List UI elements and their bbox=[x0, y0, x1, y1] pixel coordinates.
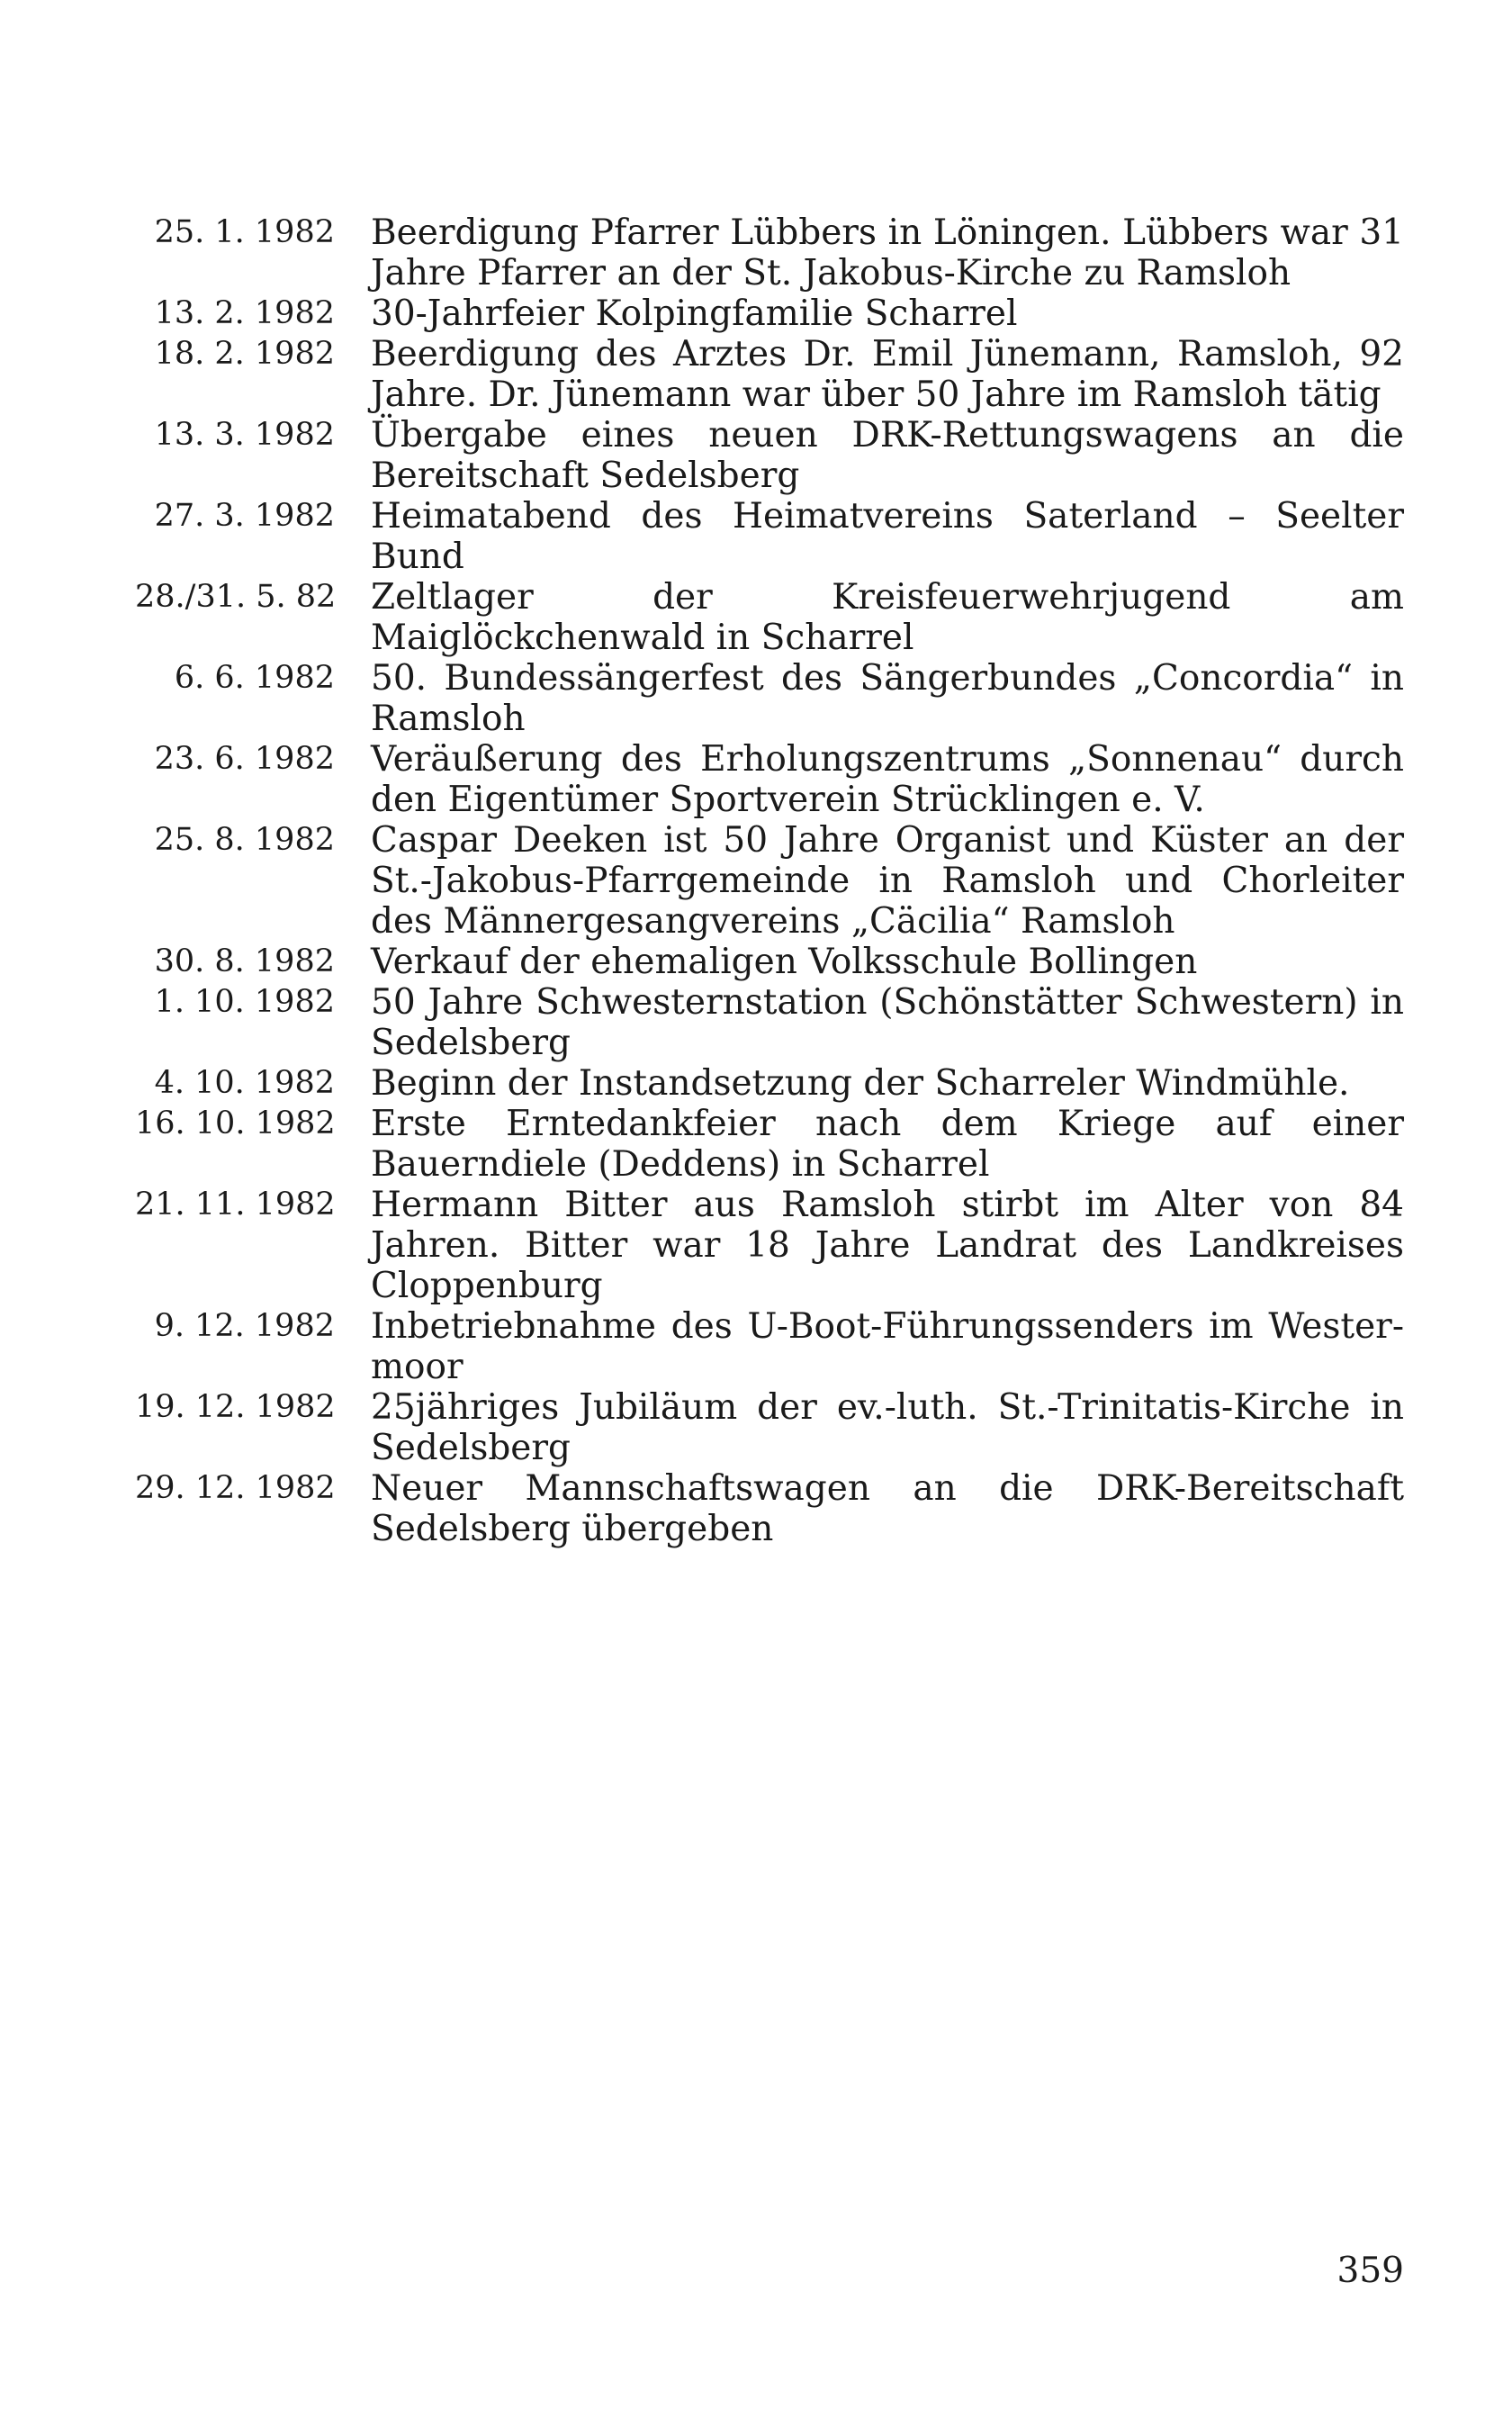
entry-text: Zeltlager der Kreisfeuerwehrjugend am Maiglöckchenwald in Scharrel bbox=[371, 577, 1404, 658]
entry-text: Inbetriebnahme des U-Boot-Führungssenders im Westermoor bbox=[371, 1306, 1404, 1387]
entry-text: Übergabe eines neuen DRK-Rettungswagens an die Bereitschaft Sedelsberg bbox=[371, 415, 1404, 496]
page-number: 359 bbox=[1336, 2251, 1404, 2291]
entry-date: 9. 12. 1982 bbox=[154, 1308, 335, 1344]
chronicle-entry bbox=[135, 212, 1404, 293]
chronicle-entry bbox=[135, 1185, 1404, 1306]
chronicle-entry bbox=[135, 739, 1404, 820]
chronicle-entry bbox=[135, 577, 1404, 658]
chronicle-entry bbox=[135, 1306, 1404, 1387]
chronicle-entry bbox=[135, 293, 1404, 334]
entry-text: Caspar Deeken ist 50 Jahre Organist und Küster an der St.-Jakobus-Pfarrgemeinde in Ramsloh und Chorleiter des Männergesangvereins „Cäcilia“ Ramsloh bbox=[371, 820, 1404, 942]
chronicle-entry bbox=[135, 1468, 1404, 1549]
entry-date: 30. 8. 1982 bbox=[154, 943, 335, 979]
entry-date: 13. 2. 1982 bbox=[154, 295, 335, 331]
chronicle-entry bbox=[135, 1063, 1404, 1104]
entry-text: Beginn der Instandsetzung der Scharreler Windmühle. bbox=[371, 1063, 1350, 1104]
chronicle-entry bbox=[135, 334, 1404, 415]
entry-text: 50. Bundessängerfest des Sängerbundes „Concordia“ in Ramsloh bbox=[371, 658, 1404, 739]
entry-date: 21. 11. 1982 bbox=[135, 1186, 336, 1223]
entry-date: 4. 10. 1982 bbox=[154, 1065, 335, 1101]
entry-text: Heimatabend des Heimatvereins Saterland – Seelter Bund bbox=[371, 496, 1404, 577]
entry-text: 50 Jahre Schwesternstation (Schönstätter Schwestern) in Sedelsberg bbox=[371, 982, 1404, 1063]
entry-text: Beerdigung des Arztes Dr. Emil Jünemann, Ramsloh, 92 Jahre. Dr. Jünemann war über 50 Jahre im Ramsloh tätig bbox=[371, 334, 1404, 415]
entry-text: Veräußerung des Erholungszentrums „Sonnenau“ durch den Eigentümer Sportverein Strücklingen e. V. bbox=[371, 739, 1404, 820]
chronicle-entry bbox=[135, 496, 1404, 577]
entry-text: 25jähriges Jubiläum der ev.-luth. St.-Trinitatis-Kirche in Sedelsberg bbox=[371, 1387, 1404, 1468]
entry-date: 29. 12. 1982 bbox=[135, 1470, 336, 1506]
chronicle-entry bbox=[135, 658, 1404, 739]
chronicle-entry bbox=[135, 982, 1404, 1063]
entry-date: 13. 3. 1982 bbox=[154, 417, 335, 453]
chronicle-entry bbox=[135, 415, 1404, 496]
entry-date: 1. 10. 1982 bbox=[154, 984, 335, 1020]
chronicle-entry bbox=[135, 1387, 1404, 1468]
entry-date: 6. 6. 1982 bbox=[174, 660, 335, 696]
entry-text: Verkauf der ehemaligen Volksschule Bollingen bbox=[371, 942, 1198, 982]
chronicle-entry bbox=[135, 942, 1404, 982]
entry-text: Neuer Mannschaftswagen an die DRK-Bereitschaft Sedelsberg übergeben bbox=[371, 1468, 1404, 1549]
entry-date: 25. 1. 1982 bbox=[154, 214, 335, 250]
entry-date: 25. 8. 1982 bbox=[154, 822, 335, 858]
entry-text: Hermann Bitter aus Ramsloh stirbt im Alter von 84 Jahren. Bitter war 18 Jahre Landrat des Landkreises Cloppenburg bbox=[371, 1185, 1404, 1306]
entry-text: Erste Erntedankfeier nach dem Kriege auf einer Bauerndiele (Deddens) in Scharrel bbox=[371, 1104, 1404, 1185]
entry-date: 27. 3. 1982 bbox=[154, 498, 335, 534]
entry-text: 30-Jahrfeier Kolpingfamilie Scharrel bbox=[371, 293, 1018, 334]
entry-date: 18. 2. 1982 bbox=[154, 336, 335, 372]
chronicle-entry bbox=[135, 1104, 1404, 1185]
chronicle-entry bbox=[135, 820, 1404, 942]
entry-date: 16. 10. 1982 bbox=[135, 1105, 336, 1141]
entry-date: 28./31. 5. 82 bbox=[135, 579, 337, 615]
entry-date: 23. 6. 1982 bbox=[154, 741, 335, 777]
entry-date: 19. 12. 1982 bbox=[135, 1389, 336, 1425]
chronicle-list bbox=[135, 212, 1404, 1549]
entry-text: Beerdigung Pfarrer Lübbers in Löningen. Lübbers war 31 Jahre Pfarrer an der St. Jakobus-Kirche zu Ramsloh bbox=[371, 212, 1404, 293]
